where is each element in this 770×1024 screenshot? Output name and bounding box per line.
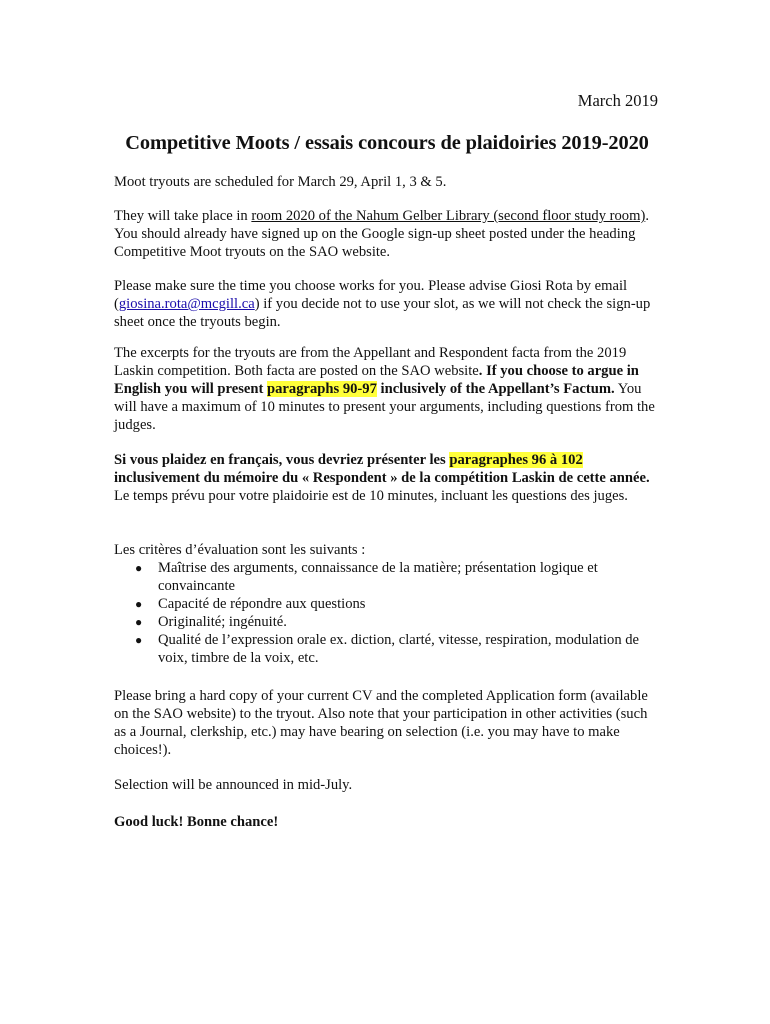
- criteria-intro: Les critères d’évaluation sont les suivants :: [114, 542, 366, 558]
- tryout-dates-paragraph: [114, 173, 660, 191]
- location-paragraph: [114, 207, 660, 261]
- bullet-icon: ●: [135, 615, 143, 629]
- criteria-item-text: Capacité de répondre aux questions: [158, 596, 366, 612]
- bullet-icon: ●: [135, 597, 143, 611]
- criteria-item-text: Maîtrise des arguments, connaissance de la matière; présentation logique et convaincante: [158, 560, 598, 594]
- excerpts-bold-b: . If you choose to argue in English you will present: [114, 363, 639, 397]
- french-text-c: Le temps prévu pour votre plaidoirie est de 10 minutes, incluant les questions des juges.: [114, 488, 628, 504]
- criteria-item-text: Qualité de l’expression orale ex. diction, clarté, vitesse, respiration, modulation de voix, timbre de la voix, etc.: [158, 632, 640, 666]
- french-bold-a: Si vous plaidez en français, vous devriez présenter les: [114, 452, 450, 468]
- french-bold-b: inclusivement du mémoire du « Respondent » de la compétition Laskin de cette année.: [114, 470, 650, 486]
- criteria-list: [114, 559, 660, 667]
- bullet-icon: ●: [135, 561, 143, 575]
- excerpts-bold-c: inclusively of the Appellant’s Factum.: [376, 381, 615, 397]
- document-title: Competitive Moots / essais concours de plaidoiries 2019-2020: [125, 132, 649, 154]
- excerpts-paragraph: [114, 344, 660, 434]
- cv-paragraph: Please bring a hard copy of your current CV and the completed Application form (available on the SAO website) to the tryout. Also note that your participation in other activities (such as a Journal, clerkship, etc.) may have bearing on selection (i.e. you may have to make choices!).: [114, 688, 648, 758]
- french-paragraph: [114, 451, 660, 505]
- french-paragraphs-highlight: paragraphes 96 à 102: [449, 452, 583, 468]
- english-paragraphs-highlight: paragraphs 90-97: [267, 381, 377, 397]
- slot-text-b: ) if you decide not to use your slot, as we will not check the sign-up sheet once the tryouts begin.: [114, 296, 651, 330]
- room-link[interactable]: room 2020 of the Nahum Gelber Library (second floor study room): [251, 208, 646, 224]
- criteria-item: [114, 631, 660, 667]
- location-text-a: They will take place in: [114, 208, 252, 224]
- slot-paragraph: [114, 277, 660, 331]
- document-date: March 2019: [577, 91, 658, 110]
- excerpts-text-d: You will have a maximum of 10 minutes to present your arguments, including questions from the judges.: [114, 381, 655, 433]
- criteria-item-text: Originalité; ingénuité.: [158, 614, 287, 630]
- selection-paragraph: Selection will be announced in mid-July.: [114, 777, 353, 793]
- excerpts-text-a: The excerpts for the tryouts are from the Appellant and Respondent facta from the 2019 Laskin competition. Both facta are posted on the SAO website: [114, 345, 627, 379]
- criteria-item: [114, 595, 660, 613]
- bullet-icon: ●: [135, 633, 143, 647]
- slot-text-a: Please make sure the time you choose works for you. Please advise Giosi Rota by email (: [114, 278, 628, 312]
- tryout-dates-text: Moot tryouts are scheduled for March 29, April 1, 3 & 5.: [114, 174, 447, 190]
- criteria-item: [114, 559, 660, 595]
- criteria-item: [114, 613, 660, 631]
- email-link[interactable]: giosina.rota@mcgill.ca: [118, 296, 255, 312]
- location-text-b: . You should already have signed up on the Google sign-up sheet posted under the heading Competitive Moot tryouts on the SAO website.: [114, 208, 649, 260]
- closing-line: Good luck! Bonne chance!: [114, 814, 279, 830]
